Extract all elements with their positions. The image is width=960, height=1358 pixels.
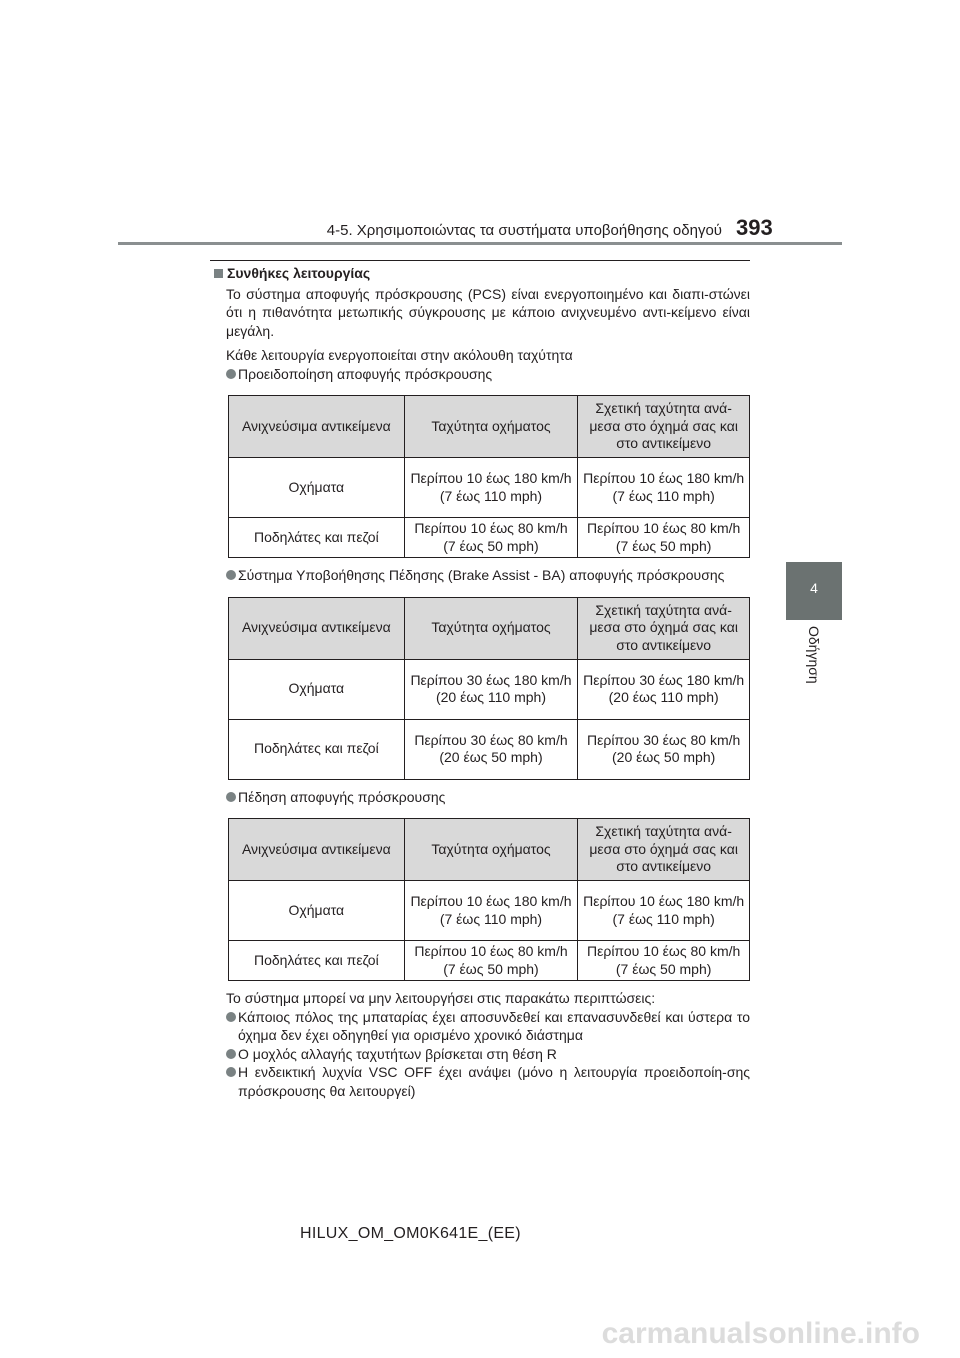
function-label: Πέδηση αποφυγής πρόσκρουσης [238,788,446,805]
function-item [214,365,750,384]
cell-relative-speed: Περίπου 10 έως 80 km/h (7 έως 50 mph) [578,941,750,981]
page-number: 393 [736,215,773,240]
table-row [229,518,750,558]
bullet-dot-icon [226,570,236,580]
content-rule [210,260,750,261]
limitations-intro: Το σύστημα μπορεί να μην λειτουργήσει στις παρακάτω περιπτώσεις: [226,990,656,1006]
square-bullet-icon [214,269,223,278]
chapter-number: 4 [810,580,818,596]
cell-relative-speed: Περίπου 30 έως 80 km/h (20 έως 50 mph) [578,719,750,779]
limitation-item [214,1063,750,1100]
bullet-dot-icon [226,1012,236,1022]
running-header: 4-5. Χρησιμοποιώντας τα συστήματα υποβοήθησης οδηγού [326,222,722,239]
table-header-row [229,396,750,458]
function-item [214,788,750,807]
intro-paragraph: Το σύστημα αποφυγής πρόσκρουσης (PCS) είναι ενεργοποιημένο και διαπι-στώνει ότι η πιθανότητα μετωπικής σύγκρουσης με κάποιο ανιχνευμένο αντι-κείμενο είναι μεγάλη. [226,285,750,339]
bullet-dot-icon [226,1049,236,1059]
limitation-text: Κάποιος πόλος της μπαταρίας έχει αποσυνδεθεί και επανασυνδεθεί και ύστερα το όχημα δεν έχει οδηγηθεί για ορισμένο χρονικό διάστημα [238,1008,750,1043]
table-row [229,941,750,981]
header-vehicle-speed: Ταχύτητα οχήματος [404,597,578,659]
cell-vehicle-speed: Περίπου 10 έως 180 km/h (7 έως 110 mph) [404,881,578,941]
cell-relative-speed: Περίπου 10 έως 80 km/h (7 έως 50 mph) [578,518,750,558]
limitation-text: Η ενδεικτική λυχνία VSC OFF έχει ανάψει (μόνο η λειτουργία προειδοποίη-σης πρόσκρουσης θα λειτουργεί) [238,1064,750,1099]
cell-relative-speed: Περίπου 10 έως 180 km/h (7 έως 110 mph) [578,458,750,518]
header-relative-speed: Σχετική ταχύτητα ανά-μεσα στο όχημά σας και στο αντικείμενο [578,396,750,458]
speed-table [228,818,750,981]
table-row [229,881,750,941]
table-row [229,719,750,779]
header-objects: Ανιχνεύσιμα αντικείμενα [229,396,405,458]
section-heading [214,264,750,283]
limitation-item [214,1045,750,1064]
chapter-tab[interactable] [786,562,842,620]
cell-relative-speed: Περίπου 10 έως 180 km/h (7 έως 110 mph) [578,881,750,941]
speed-note: Κάθε λειτουργία ενεργοποιείται στην ακόλουθη ταχύτητα [226,347,573,363]
cell-relative-speed: Περίπου 30 έως 180 km/h (20 έως 110 mph) [578,659,750,719]
header-relative-speed: Σχετική ταχύτητα ανά-μεσα στο όχημά σας και στο αντικείμενο [578,819,750,881]
speed-table [228,597,750,780]
cell-vehicle-speed: Περίπου 10 έως 180 km/h (7 έως 110 mph) [404,458,578,518]
function-item [214,566,750,585]
cell-vehicle-speed: Περίπου 30 έως 180 km/h (20 έως 110 mph) [404,659,578,719]
cell-vehicle-speed: Περίπου 10 έως 80 km/h (7 έως 50 mph) [404,518,578,558]
header-objects: Ανιχνεύσιμα αντικείμενα [229,597,405,659]
watermark: carmanualsonline.info [601,1317,920,1350]
header-vehicle-speed: Ταχύτητα οχήματος [404,396,578,458]
limitation-text: Ο μοχλός αλλαγής ταχυτήτων βρίσκεται στη θέση R [238,1045,557,1062]
bullet-dot-icon [226,369,236,379]
table-header-row [229,819,750,881]
bullet-dot-icon [226,1067,236,1077]
cell-object: Οχήματα [229,881,405,941]
table-row [229,659,750,719]
document-code: HILUX_OM_OM0K641E_(EE) [300,1225,521,1242]
limitation-item [214,1008,750,1045]
function-label: Προειδοποίηση αποφυγής πρόσκρουσης [238,365,493,382]
page-content [214,264,750,1100]
section-title: Συνθήκες λειτουργίας [227,265,371,281]
header-rule [118,242,842,245]
header-objects: Ανιχνεύσιμα αντικείμενα [229,819,405,881]
header-relative-speed: Σχετική ταχύτητα ανά-μεσα στο όχημά σας και στο αντικείμενο [578,597,750,659]
speed-table [228,395,750,558]
header-vehicle-speed: Ταχύτητα οχήματος [404,819,578,881]
cell-object: Ποδηλάτες και πεζοί [229,941,405,981]
cell-object: Ποδηλάτες και πεζοί [229,719,405,779]
cell-object: Οχήματα [229,458,405,518]
cell-vehicle-speed: Περίπου 30 έως 80 km/h (20 έως 50 mph) [404,719,578,779]
chapter-label: Οδήγηση [806,626,822,684]
bullet-dot-icon [226,792,236,802]
table-row [229,458,750,518]
table-header-row [229,597,750,659]
function-label: Σύστημα Υποβοήθησης Πέδησης (Brake Assist - BA) αποφυγής πρόσκρουσης [238,567,725,583]
cell-object: Οχήματα [229,659,405,719]
cell-object: Ποδηλάτες και πεζοί [229,518,405,558]
cell-vehicle-speed: Περίπου 10 έως 80 km/h (7 έως 50 mph) [404,941,578,981]
